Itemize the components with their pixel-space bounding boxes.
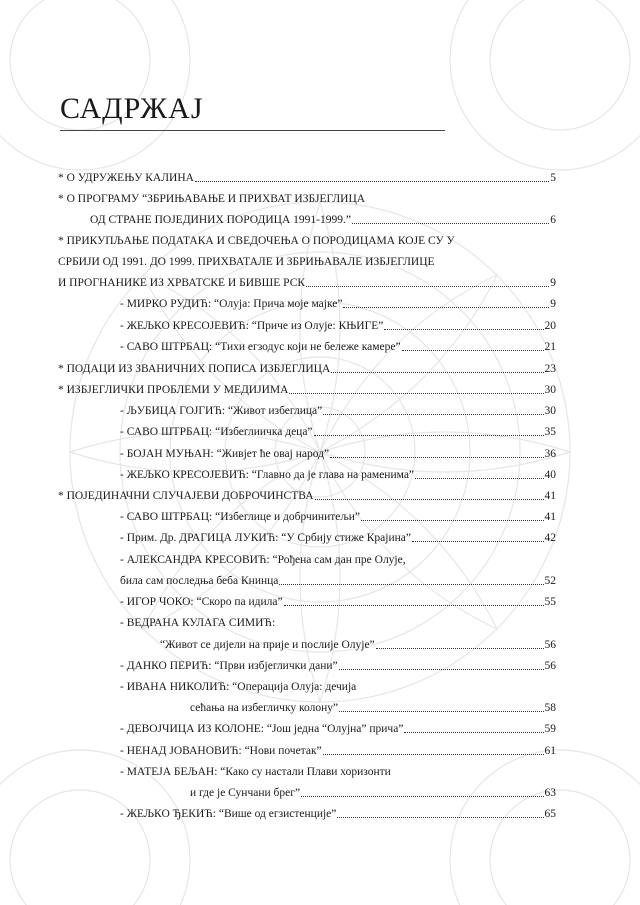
dot-leader [330,457,543,458]
toc-entry-title: - ДАНКО ПЕРИЋ: “Први избјеглички дани” [120,660,338,672]
toc-entry[interactable] [120,738,556,758]
toc-entry-line [120,674,356,694]
toc-page-number: 30 [544,405,556,417]
toc-entry-title: И ПРОГНАНИКЕ ИЗ ХРВАТСКЕ И БИВШЕ РСК [58,277,306,289]
toc-entry[interactable] [90,207,556,227]
toc-page-number: 52 [544,575,556,587]
toc-page-number: 56 [544,660,556,672]
toc-page-number: 20 [544,320,556,332]
toc-page-number: 42 [544,532,556,544]
dot-leader [339,711,543,712]
dot-leader [323,414,543,415]
toc-entry[interactable] [58,356,556,376]
toc-page-number: 63 [544,787,556,799]
toc-entry-line [58,228,455,248]
toc-entry[interactable] [120,291,556,311]
toc-entry-title: - ЖЕЉКО КРЕСОЈЕВИЋ: “Приче из Олује: КЊИГЕ” [120,320,384,332]
toc-entry-title: - САВО ШТРБАЦ: “Тихи егзодус који не бележе камере” [120,341,401,353]
toc-entry-title: - ЉУБИЦА ГОЈГИЋ: “Живот избеглица” [120,405,323,417]
toc-entry-title: - НЕНАД ЈОВАНОВИЋ: “Нови почетак” [120,745,322,757]
toc-entry[interactable] [58,483,556,503]
toc-entry[interactable] [120,313,556,333]
toc-entry[interactable] [120,441,556,461]
toc-page-number: 40 [544,469,556,481]
toc-entry-title: - САВО ШТРБАЦ: “Избеглице и добрчинитељи” [120,511,360,523]
toc-entry-title: - ИВАНА НИКОЛИЋ: “Операција Олуја: дечија [120,681,357,693]
dot-leader [306,286,549,287]
toc-entry[interactable] [120,801,556,821]
toc-entry[interactable] [120,334,556,354]
dot-leader [301,796,543,797]
toc-entry[interactable] [190,695,556,715]
dot-leader [331,372,543,373]
toc-entry-line [120,547,406,567]
toc-entry-title: - АЛЕКСАНДРА КРЕСОВИЋ: “Рођена сам дан пре Олује, [120,554,406,566]
dot-leader [339,669,544,670]
toc-entry[interactable] [120,525,556,545]
toc-page-number: 65 [544,808,556,820]
toc-entry-title: СРБИЈИ ОД 1991. ДО 1999. ПРИХВАТАЛЕ И ЗБРИЊАВАЛЕ ИЗБЈЕГЛИЦЕ [58,256,435,268]
page-title: САДРЖАЈ [60,92,204,125]
dot-leader [412,541,544,542]
toc-entry-title: била сам последња беба Книнца [120,575,279,587]
toc-entry-title: - Прим. Др. ДРАГИЦА ЛУКИЋ: “У Србију стиже Крајина” [120,532,411,544]
toc-entry[interactable] [120,568,556,588]
dot-leader [337,817,543,818]
toc-entry-title: - БОЈАН МУЊАН: “Живјет ће овај народ” [120,448,330,460]
dot-leader [361,520,544,521]
dot-leader [376,648,544,649]
toc-entry-title: - САВО ШТРБАЦ: “Избеглиичка деца” [120,426,313,438]
toc-entry-line [58,249,435,269]
toc-page-number: 55 [544,596,556,608]
toc-page-number: 5 [550,172,556,184]
toc-page-number: 61 [544,745,556,757]
toc-entry-title: - МАТЕЈА БЕЉАН: “Како су настали Плави хоризонти [120,766,391,778]
toc-page-number: 56 [544,639,556,651]
dot-leader [314,435,544,436]
toc-entry-title: * О УДРУЖЕЊУ КАЛИНА [58,172,194,184]
toc-page-number: 35 [544,426,556,438]
toc-entry-title: * О ПРОГРАМУ “ЗБРИЊАВАЊЕ И ПРИХВАТ ИЗБЈЕГЛИЦА [58,193,366,205]
toc-entry[interactable] [120,462,556,482]
dot-leader [284,605,544,606]
toc-page-number: 23 [544,363,556,375]
toc-entry[interactable] [190,780,556,800]
toc-entry-title: - ЖЕЉКО ЂЕКИЋ: “Више од егзистенције” [120,808,337,820]
toc-entry-title: “Живот се дијели на прије и послије Олује” [160,639,375,651]
toc-page-number: 21 [544,341,556,353]
dot-leader [315,499,544,500]
toc-page-number: 41 [544,511,556,523]
dot-leader [404,732,543,733]
toc-entry-title: - МИРКО РУДИЋ: “Олуја: Прича моје мајке” [120,298,343,310]
dot-leader [343,307,549,308]
toc-entry[interactable] [58,270,556,290]
toc-entry[interactable] [58,377,556,397]
toc-entry-title: * ПОДАЦИ ИЗ ЗВАНИЧНИХ ПОПИСА ИЗБЈЕГЛИЦА [58,363,331,375]
toc-entry-title: - ВЕДРАНА КУЛАГА СИМИЋ: [120,617,276,629]
toc-entry[interactable] [58,165,556,185]
toc-entry[interactable] [120,653,556,673]
toc-page-number: 9 [550,277,556,289]
toc-page-number: 9 [550,298,556,310]
toc-entry-title: сећања на избегличку колону” [190,702,339,714]
toc-entry-line [120,759,391,779]
toc-page-number: 41 [544,490,556,502]
dot-leader [289,393,543,394]
toc-entry-title: ОД СТРАНЕ ПОЈЕДИНИХ ПОРОДИЦА 1991-1999.” [90,214,351,226]
toc-entry-line [58,186,365,206]
toc-entry-title: и где је Сунчани брег” [190,787,301,799]
toc-page-number: 36 [544,448,556,460]
toc-entry-line [120,610,275,630]
toc-entry-title: - ЖЕЉКО КРЕСОЈЕВИЋ: “Главно да је глава на раменима” [120,469,415,481]
toc-entry-title: - ИГОР ЧОКО: “Скоро па идила” [120,596,283,608]
toc-entry-title: * ПОЈЕДИНАЧНИ СЛУЧАЈЕВИ ДОБРОЧИНСТВА [58,490,314,502]
dot-leader [415,478,543,479]
toc-entry-title: * ИЗБЈЕГЛИЧКИ ПРОБЛЕМИ У МЕДИЈИМА [58,384,289,396]
toc-entry[interactable] [120,419,556,439]
dot-leader [352,223,549,224]
dot-leader [323,754,544,755]
toc-page-number: 59 [544,723,556,735]
dot-leader [195,181,549,182]
toc-entry[interactable] [120,589,556,609]
dot-leader [279,584,543,585]
toc-page-number: 30 [544,384,556,396]
toc-entry[interactable] [120,716,556,736]
toc-entry[interactable] [120,398,556,418]
dot-leader [384,329,543,330]
toc-entry[interactable] [120,504,556,524]
toc-page-number: 58 [544,702,556,714]
toc-entry[interactable] [160,632,556,652]
dot-leader [402,350,544,351]
toc-page-number: 6 [550,214,556,226]
toc-entry-title: - ДЕВОЈЧИЦА ИЗ КОЛОНЕ: “Још једна “Олујна” прича” [120,723,404,735]
toc-entry-title: * ПРИКУПЉАЊЕ ПОДАТАКА И СВЕДОЧЕЊА О ПОРОДИЦАМА КОЈЕ СУ У [58,235,455,247]
